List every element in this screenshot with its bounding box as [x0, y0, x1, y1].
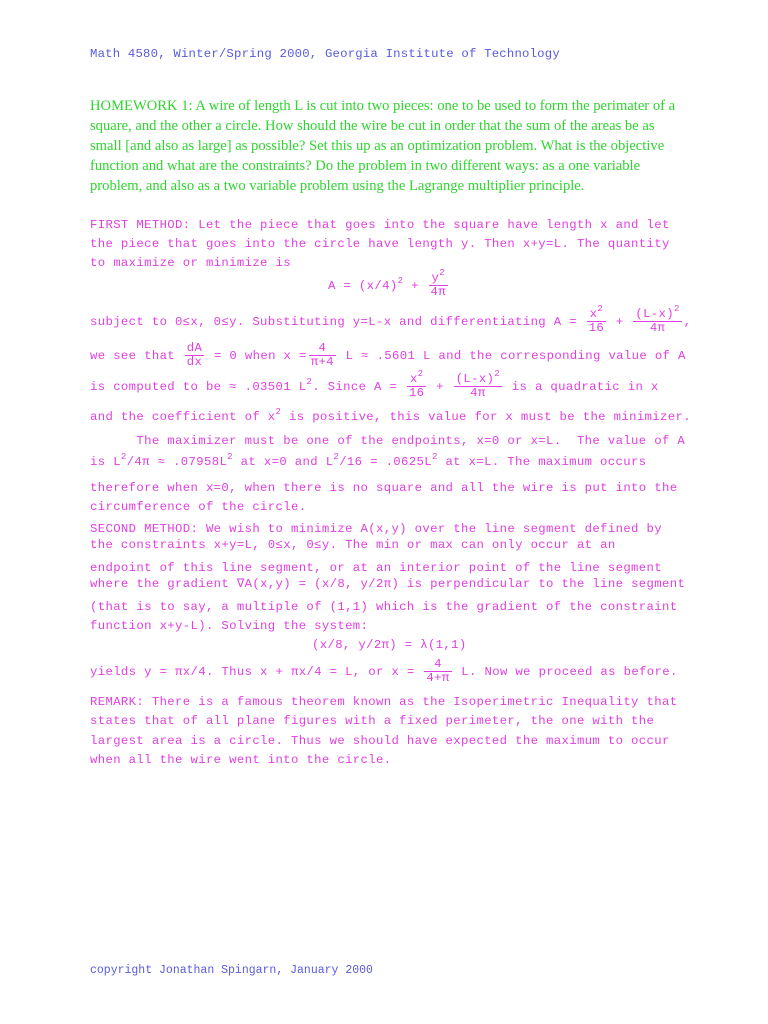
first-method-line-2: the piece that goes into the circle have length y. Then x+y=L. The quantity: [90, 237, 670, 251]
fraction: $\frac{y^2}{4\pi}$: [430, 268, 447, 299]
second-method-line-6: function x+y-L). Solving the system:: [90, 619, 369, 633]
second-method-line-8: yields y = πx/4. Thus x + πx/4 = L, or x = $\frac{4}{4+\pi}$ L. Now we proceed as before.: [90, 657, 678, 685]
fraction: $\frac{x^2}{16}$: [408, 369, 425, 400]
first-method-line-12: circumference of the circle.: [90, 500, 307, 514]
fraction: $\frac{4}{\pi+4}$: [310, 341, 334, 369]
first-method-line-9: The maximizer must be one of the endpoints, x=0 or x=L. The value of A: [90, 434, 686, 448]
first-method-line-6: we see that $\frac{dA}{dx}$ = 0 when x = $\frac{4}{\pi+4}$ L ≈ .5601 L and the corresponding value of A: [90, 341, 686, 369]
second-method-line-2: the constraints x+y=L, 0≤x, 0≤y. The min or max can only occur at an: [90, 538, 616, 552]
second-method-line-3: endpoint of this line segment, or at an interior point of the line segment: [90, 561, 662, 575]
fraction: $\frac{x^2}{16}$: [588, 304, 605, 335]
second-method-line-5: (that is to say, a multiple of (1,1) which is the gradient of the constraint: [90, 600, 678, 614]
objective-equation: $A = (x/4)^2$ + $\frac{y^2}{4\pi}$: [328, 268, 447, 299]
remark-line-3: largest area is a circle. Thus we should have expected the maximum to occur: [90, 734, 670, 748]
homework-statement: HOMEWORK 1: A wire of length L is cut into two pieces: one to be used to form the perimater of a square, and the other a circle. How should the wire be cut in order that the sum of the areas be as small [and also as large] as possible? Set this up as an optimization problem. What is the objective function and what are the constraints? Do the problem in two different ways: as a one variable problem, and also as a two variable problem using the Lagrange multiplier principle.: [90, 98, 676, 194]
lagrange-system-equation: (x/8, y/2π) = λ(1,1): [312, 638, 467, 652]
second-method-line-4: where the gradient ∇A(x,y) = (x/8, y/2π) is perpendicular to the line segment: [90, 577, 686, 591]
copyright-footer: copyright Jonathan Spingarn, January 2000: [90, 964, 373, 977]
first-method-line-1: FIRST METHOD: Let the piece that goes into the square have length x and let: [90, 218, 670, 232]
first-method-line-8: and the coefficient of $x^2$ is positive, this value for x must be the minimizer.: [90, 407, 691, 424]
fraction: $\frac{(L-x)^2}{4\pi}$: [455, 369, 501, 400]
first-method-line-10: is $L^2/4\pi \approx .07958L^2$ at x=0 and $L^2/16 = .0625L^2$ at x=L. The maximum occurs: [90, 452, 647, 469]
remark-line-4: when all the wire went into the circle.: [90, 753, 392, 767]
fraction: $\frac{dA}{dx}$: [186, 341, 203, 369]
second-method-line-1: SECOND METHOD: We wish to minimize A(x,y) over the line segment defined by: [90, 522, 662, 536]
remark-line-1: REMARK: There is a famous theorem known as the Isoperimetric Inequality that: [90, 695, 678, 709]
first-method-line-3: to maximize or minimize is: [90, 256, 291, 270]
document-header: Math 4580, Winter/Spring 2000, Georgia Institute of Technology: [90, 47, 560, 61]
first-method-line-5: subject to 0≤x, 0≤y. Substituting y=L-x and differentiating A = $\frac{x^2}{16}$ + $\frac{(L-x)^2}{4\pi}$ ,: [90, 304, 692, 335]
first-method-line-7: is computed to be ≈ .03501 $L^2$. Since A = $\frac{x^2}{16}$ + $\frac{(L-x)^2}{4\pi}$ is a quadratic in x: [90, 369, 659, 400]
fraction: $\frac{4}{4+\pi}$: [426, 657, 450, 685]
fraction: $\frac{(L-x)^2}{4\pi}$: [635, 304, 680, 335]
remark-line-2: states that of all plane figures with a fixed perimeter, the one with the: [90, 714, 655, 728]
first-method-line-11: therefore when x=0, when there is no square and all the wire is put into the: [90, 481, 678, 495]
